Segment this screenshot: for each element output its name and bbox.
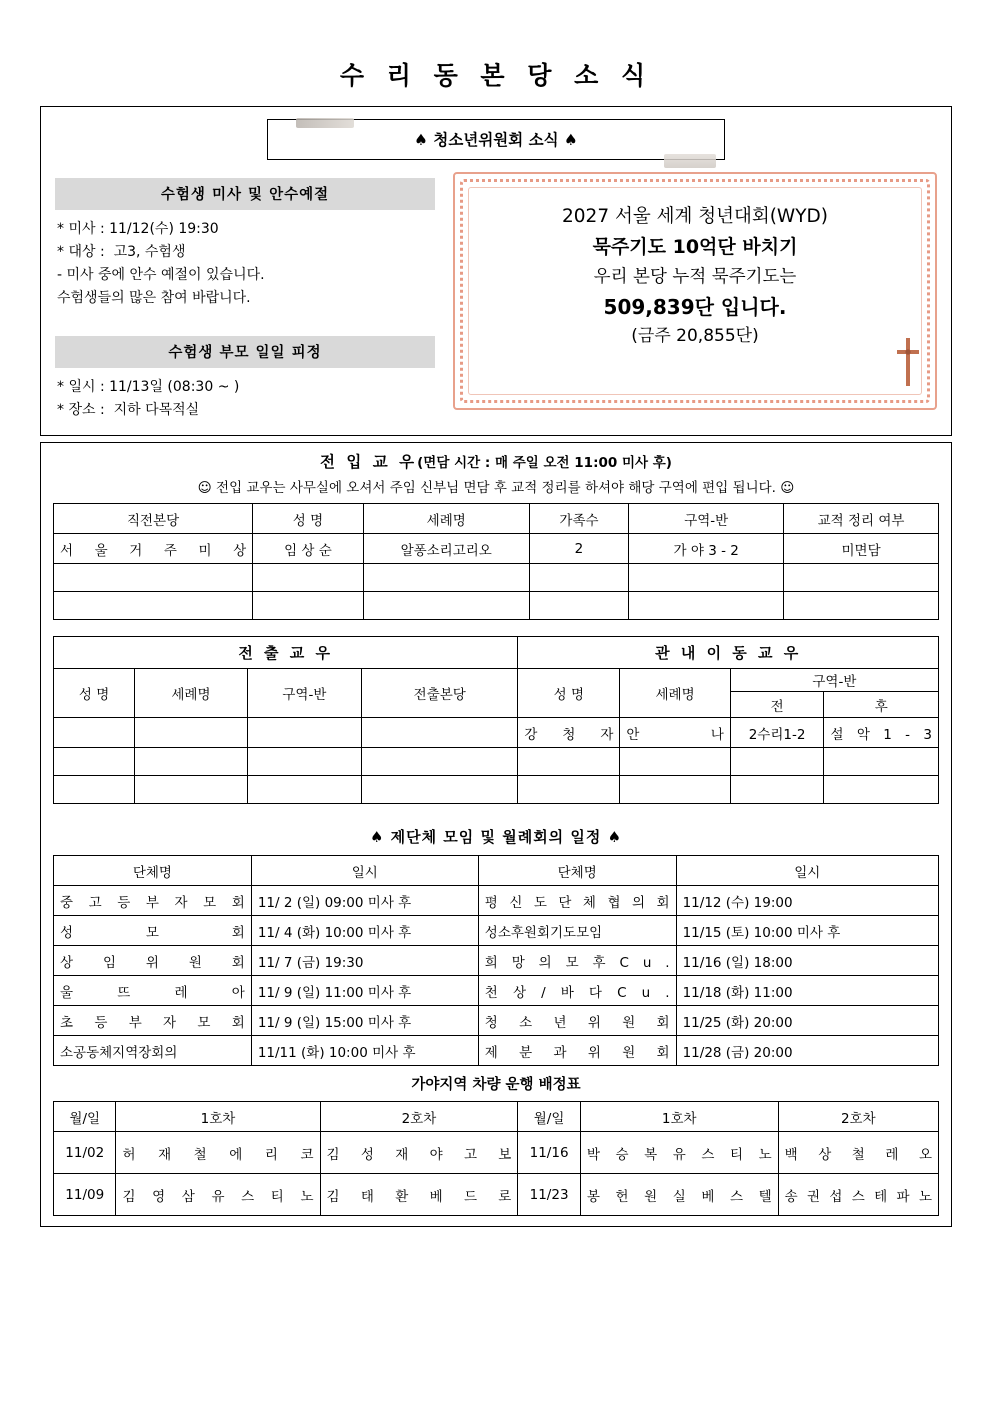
th-bus-4: 2호차: [778, 1102, 938, 1132]
parents-retreat-lines: [57, 376, 435, 422]
table-header-row: [54, 1102, 939, 1132]
cell-empty: [54, 776, 135, 804]
transfer-in-title: [41, 443, 951, 474]
cell-datetime-2: 11/15 (토) 10:00 미사 후: [676, 916, 938, 946]
cell-empty: [620, 776, 730, 804]
youth-notices: [55, 178, 435, 423]
th-move-district: 구역-반: [730, 669, 938, 692]
poster-line-5: (금주 20,855단): [631, 326, 759, 347]
cell-date-2: 11/23: [518, 1174, 580, 1216]
cell-empty: [135, 776, 247, 804]
exam-mass-line-3: - 미사 중에 안수 예절이 있습니다.: [57, 267, 265, 284]
th-district: 구역-반: [629, 504, 784, 534]
cell-empty: [54, 748, 135, 776]
vehicle-table: [53, 1101, 939, 1216]
cell-group-2: 희 망 의 모 후 C u .: [478, 946, 676, 976]
cell-date-1: 11/09: [54, 1174, 116, 1216]
table-row: [54, 946, 939, 976]
cell-datetime-1: 11/ 7 (금) 19:30: [251, 946, 478, 976]
cell-empty: [362, 776, 518, 804]
table-row: [54, 592, 939, 620]
cell-datetime-2: 11/12 (수) 19:00: [676, 886, 938, 916]
vehicle-title: 가야지역 차량 운행 배정표: [411, 1077, 581, 1093]
table-row: [54, 976, 939, 1006]
th-bus-3: 1호차: [580, 1102, 778, 1132]
cell-datetime-1: 11/11 (화) 10:00 미사 후: [251, 1036, 478, 1066]
youth-committee-box: [40, 106, 952, 436]
th-group-2: 단체명: [478, 856, 676, 886]
th-family-count: 가족수: [529, 504, 629, 534]
cell-datetime-1: 11/ 9 (일) 11:00 미사 후: [251, 976, 478, 1006]
youth-committee-header-text: ♠ 청소년위원회 소식 ♠: [414, 131, 578, 149]
cell-empty: [253, 564, 364, 592]
th-prev-parish: 직전본당: [54, 504, 253, 534]
cell-empty: [363, 564, 529, 592]
cell-out-parish: [362, 718, 518, 748]
cell-group-2: 성소후원회기도모임: [478, 916, 676, 946]
cell-empty: [824, 748, 939, 776]
cell-out-district: [247, 718, 362, 748]
cell-empty: [54, 592, 253, 620]
cell-name: 임 상 순: [253, 534, 364, 564]
exam-mass-line-4: 수험생들의 많은 참여 바랍니다.: [57, 290, 251, 307]
cell-datetime-2: 11/25 (화) 20:00: [676, 1006, 938, 1036]
poster-line-4: 509,839단 입니다.: [603, 295, 787, 320]
transfer-out-title: 전 출 교 우: [54, 637, 518, 669]
cell-empty: [529, 564, 629, 592]
cell-group-2: 청 소 년 위 원 회: [478, 1006, 676, 1036]
meetings-title: ♠ 제단체 모임 및 월례회의 일정 ♠: [369, 828, 623, 846]
cell-group-2: 제 분 과 위 원 회: [478, 1036, 676, 1066]
cell-group-1: 울 뜨 레 아: [54, 976, 252, 1006]
th-datetime-1: 일시: [251, 856, 478, 886]
cell-datetime-2: 11/16 (일) 18:00: [676, 946, 938, 976]
th-move-name: 성 명: [518, 669, 620, 718]
table-row: [54, 776, 939, 804]
vehicle-table-wrap: [41, 1101, 951, 1216]
youth-committee-header: [267, 119, 725, 160]
cell-group-1: 중 고 등 부 자 모 회: [54, 886, 252, 916]
cell-record-status: 미면담: [784, 534, 939, 564]
cell-empty: [135, 748, 247, 776]
transfer-in-table: [53, 503, 939, 620]
cell-bus-4: 백 상 철 레 오: [778, 1132, 938, 1174]
th-out-baptismal: 세례명: [135, 669, 247, 718]
table-row: [54, 534, 939, 564]
exam-mass-line-1: * 미사 : 11/12(수) 19:30: [57, 221, 219, 237]
cell-empty: [620, 748, 730, 776]
internal-move-title: 관 내 이 동 교 우: [518, 637, 939, 669]
table-row: [54, 1132, 939, 1174]
th-group-1: 단체명: [54, 856, 252, 886]
th-out-district: 구역-반: [247, 669, 362, 718]
cell-date-1: 11/02: [54, 1132, 116, 1174]
th-out-parish: 전출본당: [362, 669, 518, 718]
cell-empty: [629, 592, 784, 620]
crucifix-icon: [895, 336, 921, 388]
cell-empty: [518, 776, 620, 804]
cell-datetime-1: 11/ 4 (화) 10:00 미사 후: [251, 916, 478, 946]
th-bus-1: 1호차: [116, 1102, 320, 1132]
cell-out-baptismal: [135, 718, 247, 748]
rosary-poster: [453, 172, 937, 410]
table-row: [54, 564, 939, 592]
cell-bus-3: 봉 헌 원 실 베 스 텔: [580, 1174, 778, 1216]
cell-move-name: 강 청 자: [518, 718, 620, 748]
cell-bus-4: 송 권 섭 스 테 파 노: [778, 1174, 938, 1216]
parents-retreat-line-2: * 장소 : 지하 다목적실: [57, 402, 200, 419]
th-bus-2: 2호차: [320, 1102, 518, 1132]
cell-bus-2: 김 태 환 베 드 로: [320, 1174, 518, 1216]
cell-empty: [629, 564, 784, 592]
cell-group-1: 소공동체지역장회의: [54, 1036, 252, 1066]
cell-move-after: 설 악 1 - 3: [824, 718, 939, 748]
cell-bus-1: 허 재 철 에 리 코: [116, 1132, 320, 1174]
cell-group-1: 성 모 회: [54, 916, 252, 946]
cell-empty: [362, 748, 518, 776]
exam-mass-line-2: * 대상 : 고3, 수험생: [57, 244, 186, 261]
poster-line-3: 우리 본당 누적 묵주기도는: [593, 266, 797, 287]
scan-smudge-left-icon: [296, 118, 354, 128]
exam-mass-lines: [57, 218, 435, 310]
cell-empty: [363, 592, 529, 620]
cell-empty: [824, 776, 939, 804]
cell-empty: [247, 776, 362, 804]
table-header-row: [54, 856, 939, 886]
meetings-table: [53, 855, 939, 1066]
cell-datetime-2: 11/18 (화) 11:00: [676, 976, 938, 1006]
transfer-in-table-wrap: [41, 503, 951, 620]
table-row: [54, 1006, 939, 1036]
cell-datetime-1: 11/ 2 (일) 09:00 미사 후: [251, 886, 478, 916]
parents-retreat-line-1: * 일시 : 11/13일 (08:30 ~ ): [57, 379, 240, 396]
cell-empty: [784, 564, 939, 592]
cell-bus-3: 박 승 복 유 스 티 노: [580, 1132, 778, 1174]
cell-empty: [784, 592, 939, 620]
poster-text: [487, 202, 903, 351]
transfer-in-title-note: (면담 시간 : 매 주일 오전 11:00 미사 후): [417, 455, 672, 471]
th-move-before: 전: [730, 692, 824, 718]
records-block: [40, 442, 952, 1227]
cell-family-count: 2: [529, 534, 629, 564]
th-out-name: 성 명: [54, 669, 135, 718]
transfer-out-move-table: [53, 636, 939, 804]
th-date-1: 월/일: [54, 1102, 116, 1132]
cell-group-1: 초 등 부 자 모 회: [54, 1006, 252, 1036]
cell-empty: [730, 748, 824, 776]
cell-bus-1: 김 영 삼 유 스 티 노: [116, 1174, 320, 1216]
table-row: [54, 1036, 939, 1066]
section-heading-row: [54, 637, 939, 669]
cell-group-2: 평 신 도 단 체 협 의 회: [478, 886, 676, 916]
cell-datetime-2: 11/28 (금) 20:00: [676, 1036, 938, 1066]
cell-empty: [730, 776, 824, 804]
scan-smudge-right-icon: [664, 154, 716, 168]
cell-empty: [247, 748, 362, 776]
table-header-row: [54, 504, 939, 534]
table-header-row: [54, 669, 939, 692]
poster-line-1: 2027 서울 세계 청년대회(WYD): [562, 206, 828, 227]
cell-out-name: [54, 718, 135, 748]
table-row: [54, 886, 939, 916]
cell-datetime-1: 11/ 9 (일) 15:00 미사 후: [251, 1006, 478, 1036]
th-record-status: 교적 정리 여부: [784, 504, 939, 534]
transfer-out-move-wrap: [41, 636, 951, 804]
transfer-in-title-text: 전 입 교 우: [320, 453, 418, 471]
table-row: [54, 1174, 939, 1216]
cell-empty: [529, 592, 629, 620]
table-row: [54, 718, 939, 748]
poster-line-2: 묵주기도 10억단 바치기: [592, 235, 798, 258]
cell-prev-parish: 서 울 거 주 미 상: [54, 534, 253, 564]
cell-district: 가 야 3 - 2: [629, 534, 784, 564]
cell-baptismal-name: 알퐁소리고리오: [363, 534, 529, 564]
cell-move-before: 2수리1-2: [730, 718, 824, 748]
th-name: 성 명: [253, 504, 364, 534]
transfer-in-subtitle: ☺ 전입 교우는 사무실에 오셔서 주임 신부님 면담 후 교적 정리를 하셔야 해당 구역에 편입 됩니다. ☺: [197, 480, 795, 496]
cell-move-baptismal: 안 나: [620, 718, 730, 748]
th-date-2: 월/일: [518, 1102, 580, 1132]
th-move-baptismal: 세례명: [620, 669, 730, 718]
page-title: 수 리 동 본 당 소 식: [339, 61, 653, 90]
cell-group-2: 천 상 / 바 다 C u .: [478, 976, 676, 1006]
exam-mass-heading: 수험생 미사 및 안수예절: [55, 178, 435, 210]
cell-empty: [518, 748, 620, 776]
cell-date-2: 11/16: [518, 1132, 580, 1174]
cell-bus-2: 김 성 재 야 고 보: [320, 1132, 518, 1174]
parents-retreat-heading: 수험생 부모 일일 피정: [55, 336, 435, 368]
table-row: [54, 748, 939, 776]
th-move-after: 후: [824, 692, 939, 718]
cell-empty: [54, 564, 253, 592]
cell-group-1: 상 임 위 원 회: [54, 946, 252, 976]
table-row: [54, 916, 939, 946]
meetings-table-wrap: [41, 855, 951, 1066]
cell-empty: [253, 592, 364, 620]
th-baptismal-name: 세례명: [363, 504, 529, 534]
th-datetime-2: 일시: [676, 856, 938, 886]
